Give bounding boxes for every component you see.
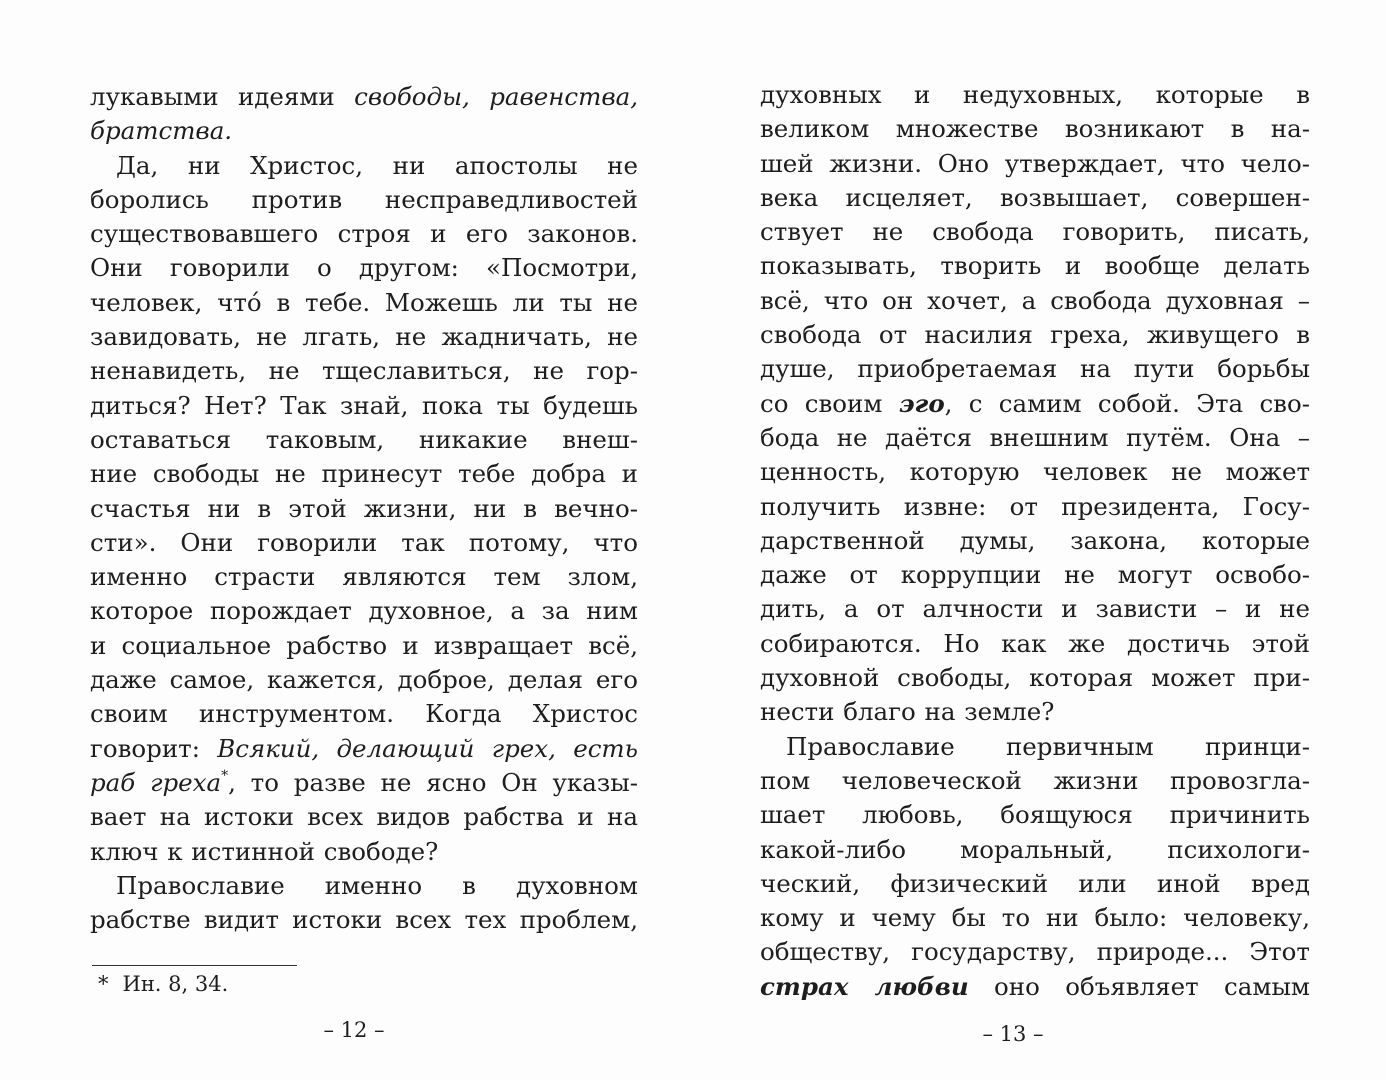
text-line <box>90 594 638 628</box>
text-line <box>90 389 638 423</box>
text-segment: Они говорили о другом: «Посмотри, <box>90 253 638 283</box>
text-segment: лукавыми идеями <box>90 82 355 111</box>
text-segment: шей жизни. Оно утверждает, что чело- <box>760 148 1310 178</box>
text-segment: какой-либо моральный, психологи- <box>760 834 1310 864</box>
text-line <box>90 526 638 560</box>
text-line <box>90 697 638 731</box>
text-segment: дарственной думы, закона, которые <box>760 525 1310 555</box>
text-segment: великом множестве возникают в на- <box>760 114 1310 144</box>
text-line <box>90 766 638 800</box>
emphasized-text: эго <box>898 388 945 418</box>
page-number: – 13 – <box>982 1022 1044 1046</box>
text-line <box>760 695 1310 729</box>
text-segment: духовных и недуховных, которые в <box>760 80 1310 109</box>
text-line <box>760 627 1310 661</box>
text-line <box>90 423 638 457</box>
text-line <box>90 354 638 388</box>
text-segment: всё, что он хочет, а свобода духовная – <box>760 285 1310 315</box>
text-segment: пом человеческой жизни провозгла- <box>760 765 1310 795</box>
emphasized-text: раб греха <box>90 767 222 797</box>
text-segment: боролись против несправедливостей <box>90 184 638 214</box>
text-line <box>760 798 1310 832</box>
text-line <box>760 352 1310 386</box>
text-segment: ствует не свобода говорить, писать, <box>760 217 1310 247</box>
text-segment: Православие первичным принци- <box>786 731 1310 761</box>
text-segment: именно страсти являются тем злом, <box>90 562 638 592</box>
text-line <box>90 800 638 834</box>
text-line <box>760 592 1310 626</box>
text-line <box>760 524 1310 558</box>
text-line <box>760 215 1310 249</box>
text-line <box>760 833 1310 867</box>
text-segment: диться? Нет? Так знай, пока ты будешь <box>90 390 638 420</box>
text-line <box>90 732 638 766</box>
text-segment: душе, приобретаемая на пути борьбы <box>760 354 1310 384</box>
footnote-text: Ин. 8, 34. <box>122 972 229 996</box>
text-segment: показывать, творить и вообще делать <box>760 251 1310 281</box>
text-line <box>760 147 1310 181</box>
text-line <box>90 149 638 183</box>
text-line <box>90 492 638 526</box>
text-line <box>90 629 638 663</box>
text-line <box>760 78 1310 112</box>
text-segment: духовной свободы, которая может при- <box>760 663 1310 693</box>
text-line <box>90 114 638 148</box>
text-segment: человек, что́ в тебе. Можешь ли ты не <box>90 287 638 317</box>
text-segment: шает любовь, боящуюся причинить <box>760 800 1310 830</box>
footnote-mark: * <box>98 972 109 996</box>
text-segment: свобода от насилия греха, живущего в <box>760 320 1310 350</box>
right-page <box>760 0 1310 1080</box>
text-line <box>90 286 638 320</box>
text-line <box>90 320 638 354</box>
text-line <box>760 318 1310 352</box>
text-segment: нести благо на земле? <box>760 697 1055 727</box>
text-segment: сти». Они говорили так потому, что <box>90 527 638 557</box>
text-line <box>760 867 1310 901</box>
text-segment: ценность, которую человек не может <box>760 457 1310 487</box>
left-page <box>90 0 638 1080</box>
text-segment: счастья ни в этой жизни, ни в вечно- <box>90 493 638 523</box>
text-segment: существовавшего строя и его законов. <box>90 219 638 249</box>
body-text <box>760 78 1310 1004</box>
text-line <box>760 730 1310 764</box>
page-number: – 12 – <box>323 1018 385 1042</box>
text-line <box>760 249 1310 283</box>
emphasized-text: Всякий, делающий грех, есть <box>217 733 638 763</box>
text-segment: кому и чему бы то ни было: человеку, <box>760 903 1310 933</box>
text-segment: которое порождает духовное, а за ним <box>90 596 638 626</box>
text-segment: ключ к истинной свободе? <box>90 836 439 866</box>
text-line <box>760 181 1310 215</box>
text-line <box>90 903 638 937</box>
text-segment: рабстве видит истоки всех тех проблем, <box>90 905 638 935</box>
text-segment: своим инструментом. Когда Христос <box>90 699 638 729</box>
text-segment: бода не даётся внешним путём. Она – <box>760 422 1310 452</box>
body-text <box>90 80 638 937</box>
text-line <box>90 183 638 217</box>
emphasized-text: свободы, равенства, <box>354 82 638 111</box>
text-segment: вает на истоки всех видов рабства и на <box>90 802 638 832</box>
text-segment: , с самим собой. Эта сво- <box>944 388 1310 418</box>
text-segment: завидовать, не лгать, не жадничать, не <box>90 322 638 352</box>
text-segment: Православие именно в духовном <box>116 870 638 900</box>
text-segment: даже самое, кажется, доброе, делая его <box>90 665 638 695</box>
text-line <box>760 112 1310 146</box>
text-segment: и социальное рабство и извращает всё, <box>90 630 638 660</box>
text-line <box>760 661 1310 695</box>
text-line <box>90 80 638 114</box>
text-segment: Да, ни Христос, ни апостолы не <box>116 150 638 180</box>
text-line <box>90 457 638 491</box>
footnote-reference: * <box>221 767 229 784</box>
text-segment: даже от коррупции не могут освобо- <box>760 560 1310 590</box>
footnote-divider <box>92 965 297 966</box>
text-line <box>760 455 1310 489</box>
footnote <box>98 972 228 996</box>
text-segment: собираются. Но как же достичь этой <box>760 628 1310 658</box>
text-line <box>760 284 1310 318</box>
text-line <box>760 387 1310 421</box>
text-segment: оставаться таковым, никакие внеш- <box>90 424 638 454</box>
text-line <box>760 970 1310 1004</box>
text-line <box>760 421 1310 455</box>
text-line <box>760 490 1310 524</box>
text-line <box>90 835 638 869</box>
text-line <box>760 558 1310 592</box>
text-segment: со своим <box>760 388 899 418</box>
text-line <box>90 251 638 285</box>
text-segment: дить, а от алчности и зависти – и не <box>760 594 1310 624</box>
text-line <box>90 560 638 594</box>
text-line <box>760 764 1310 798</box>
text-segment: ние свободы не принесут тебе добра и <box>90 459 638 489</box>
text-line <box>90 869 638 903</box>
text-segment: оно объявляет самым <box>968 971 1310 1001</box>
text-segment: , то разве не ясно Он указы- <box>228 767 638 797</box>
text-segment: ненавидеть, не тщеславиться, не гор- <box>90 356 638 386</box>
text-segment: обществу, государству, природе... Этот <box>760 937 1310 967</box>
text-segment: века исцеляет, возвышает, совершен- <box>760 182 1310 212</box>
text-segment: ческий, физический или иной вред <box>760 868 1310 898</box>
emphasized-text: страх любви <box>760 971 969 1001</box>
text-line <box>760 901 1310 935</box>
text-line <box>760 935 1310 969</box>
text-line <box>90 663 638 697</box>
text-segment: говорит: <box>90 733 218 763</box>
text-line <box>90 217 638 251</box>
emphasized-text: братства. <box>90 116 233 146</box>
text-segment: получить извне: от президента, Госу- <box>760 491 1310 521</box>
